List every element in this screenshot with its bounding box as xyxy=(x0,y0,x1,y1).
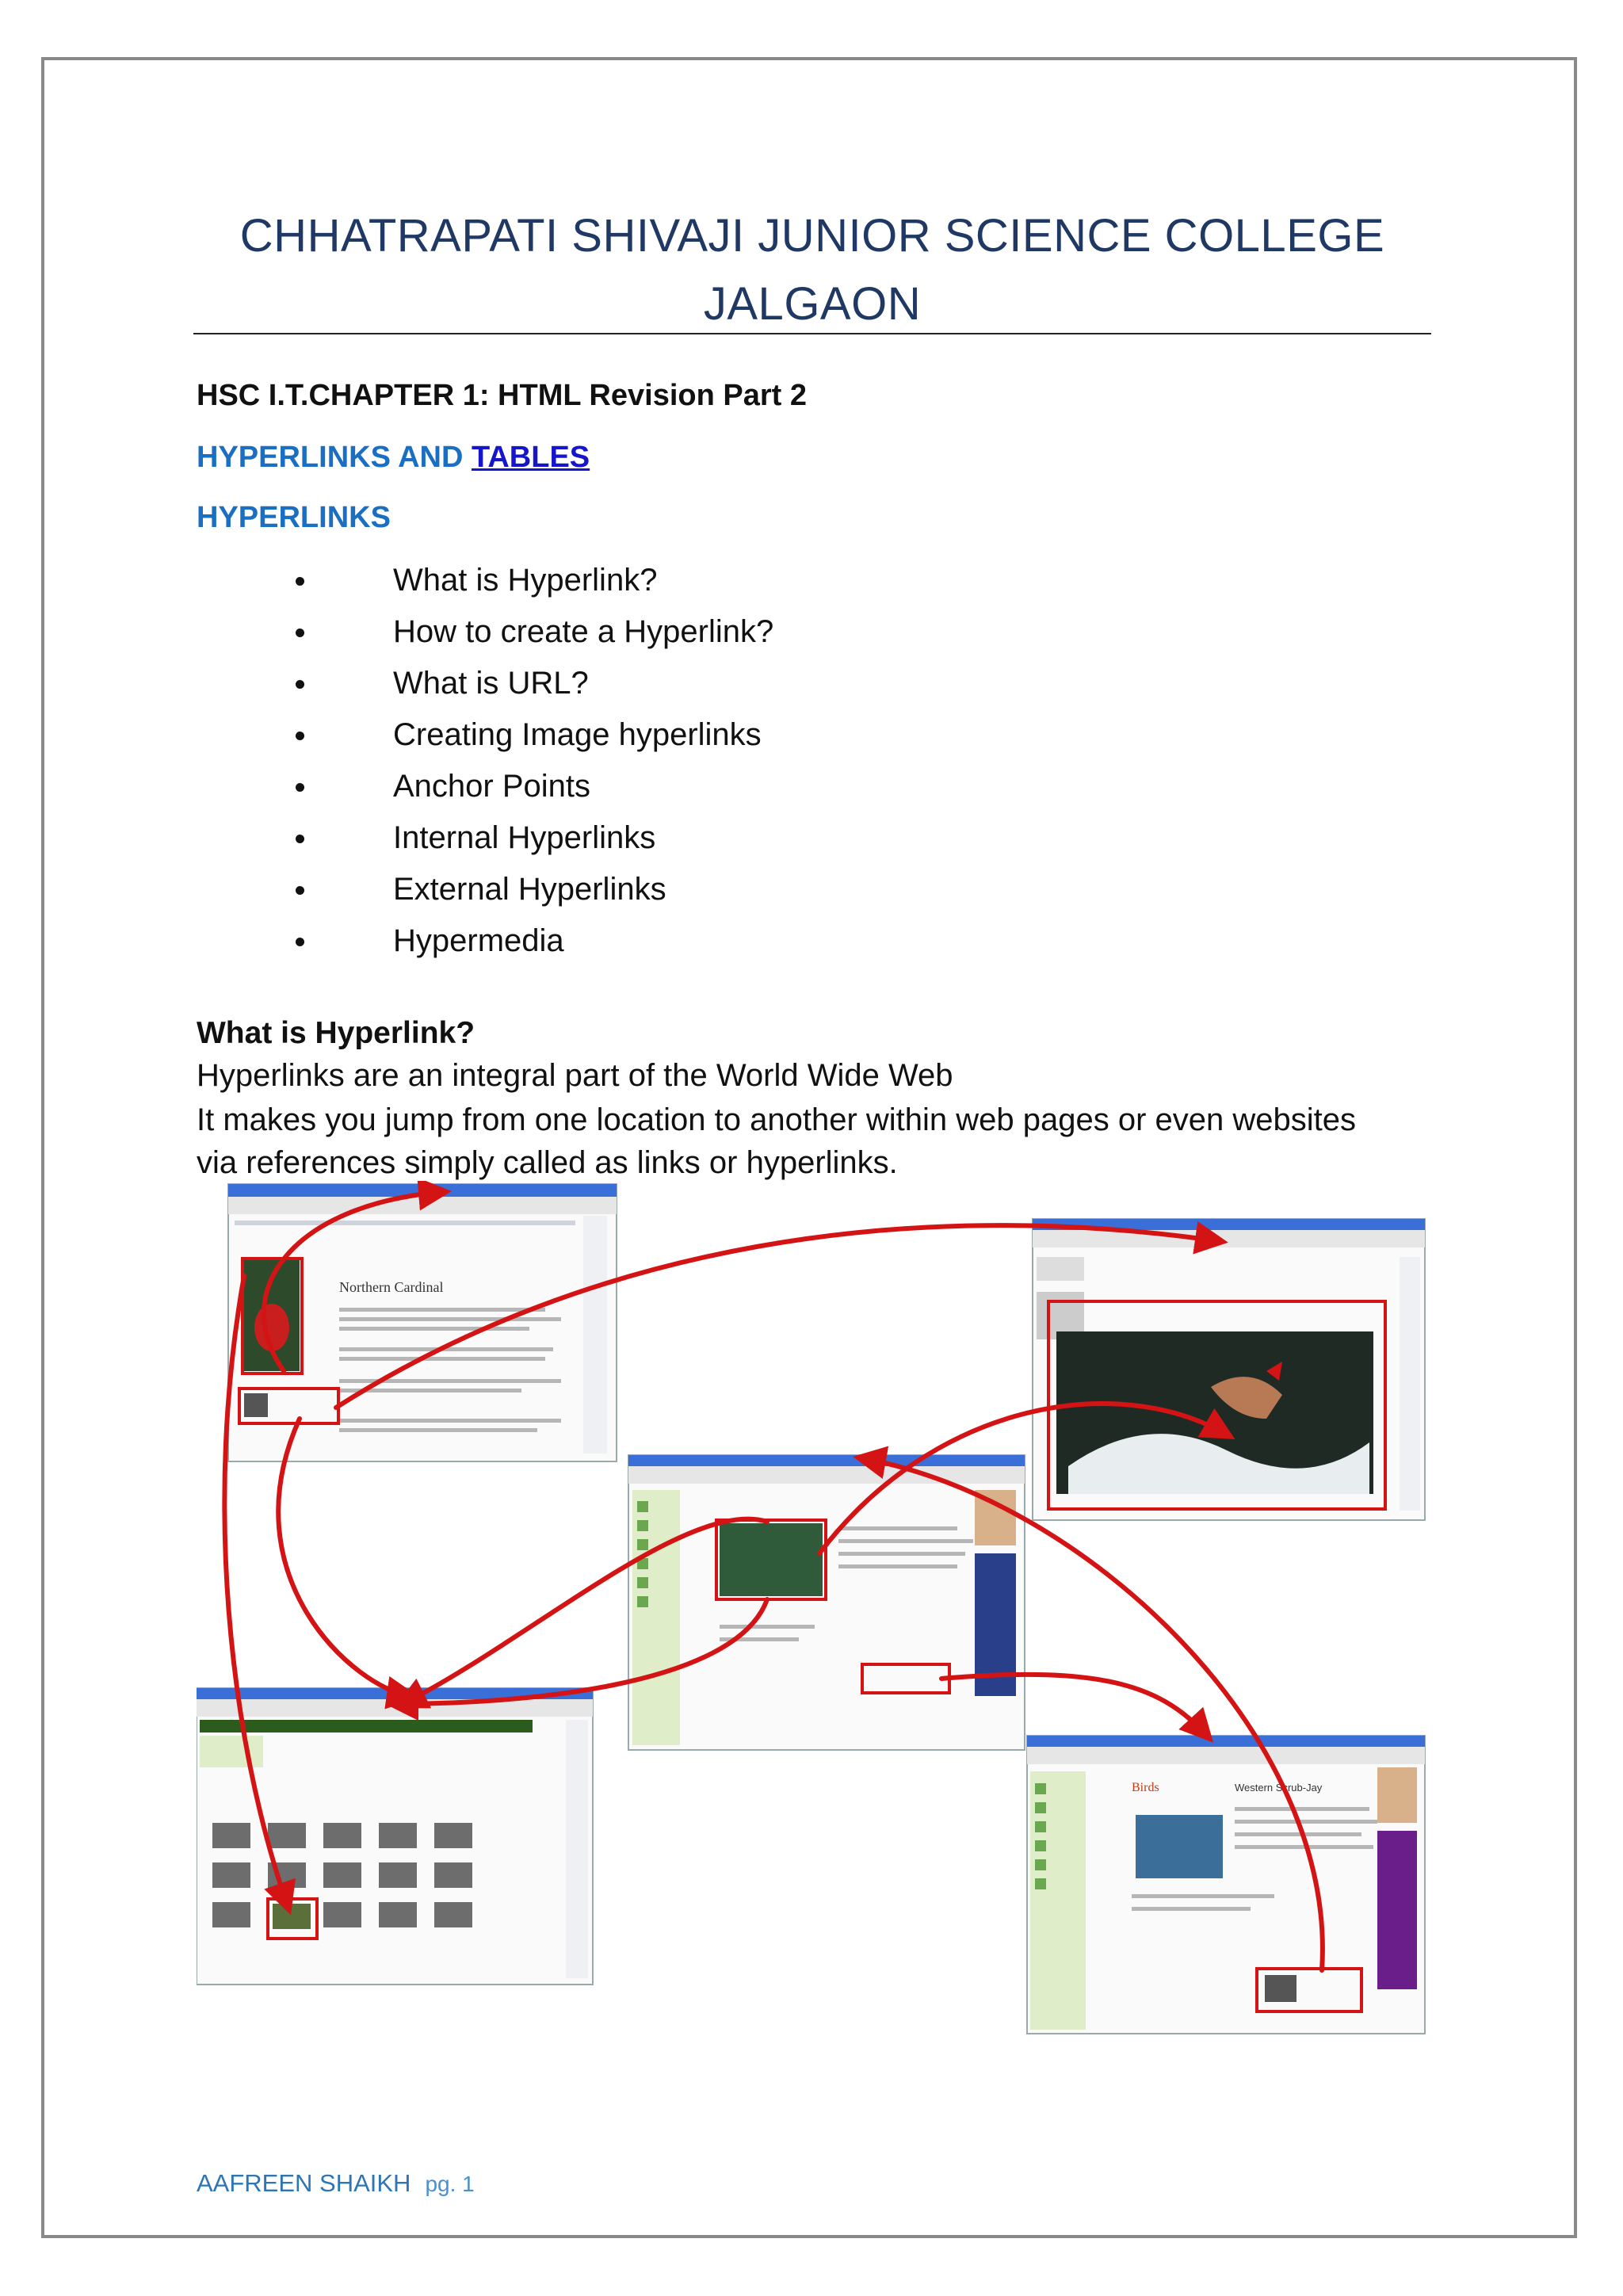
list-item xyxy=(197,709,773,761)
topic-label: Anchor Points xyxy=(393,769,591,804)
college-title-line2: JALGAON xyxy=(703,278,922,330)
college-title xyxy=(190,202,1434,338)
browser-window-top-left xyxy=(228,1184,617,1461)
page-number: pg. 1 xyxy=(425,2172,475,2196)
bullet-icon xyxy=(296,577,304,586)
hyperlink-diagram xyxy=(197,1181,1429,2037)
list-item xyxy=(197,812,773,864)
bullet-icon xyxy=(296,732,304,740)
list-item xyxy=(197,761,773,812)
bullet-icon xyxy=(296,886,304,895)
footer-author: AAFREEN SHAIKH xyxy=(197,2169,411,2197)
bird-page-title-2: Western Scrub-Jay xyxy=(1235,1782,1323,1794)
definition-line: It makes you jump from one location to another within web pages or even websites xyxy=(197,1102,1357,1137)
definition-line: via references simply called as links or hyperlinks. xyxy=(197,1145,898,1180)
college-title-line1: CHHATRAPATI SHIVAJI JUNIOR SCIENCE COLLEGE xyxy=(239,210,1385,262)
bullet-icon xyxy=(296,835,304,843)
browser-window-top-right xyxy=(1033,1219,1425,1520)
topic-label: What is Hyperlink? xyxy=(393,563,658,598)
list-item xyxy=(197,606,773,658)
browser-window-bottom-left xyxy=(197,1688,593,1985)
birds-heading: Birds xyxy=(1132,1781,1159,1794)
topic-list xyxy=(197,555,773,967)
list-item xyxy=(197,658,773,709)
browser-window-center xyxy=(628,1455,1025,1750)
topic-label: What is URL? xyxy=(393,666,589,701)
topic-label: Creating Image hyperlinks xyxy=(393,717,762,752)
topic-label: Hypermedia xyxy=(393,923,564,958)
bullet-icon xyxy=(296,680,304,689)
page-footer xyxy=(197,2169,475,2198)
browser-window-bottom-right xyxy=(1027,1736,1425,2034)
definition-heading: What is Hyperlink? xyxy=(197,1016,475,1050)
topic-label: External Hyperlinks xyxy=(393,872,666,907)
subsection-title: HYPERLINKS xyxy=(197,501,391,534)
definition-line: Hyperlinks are an integral part of the World Wide Web xyxy=(197,1058,953,1093)
bullet-icon xyxy=(296,628,304,637)
list-item xyxy=(197,864,773,915)
section-title-prefix: HYPERLINKS AND xyxy=(197,441,472,474)
bullet-icon xyxy=(296,783,304,792)
list-item xyxy=(197,555,773,606)
list-item xyxy=(197,915,773,967)
bird-page-title: Northern Cardinal xyxy=(339,1279,444,1295)
tables-link[interactable]: TABLES xyxy=(471,441,590,474)
topic-label: How to create a Hyperlink? xyxy=(393,614,774,649)
bullet-icon xyxy=(296,938,304,946)
chapter-title: HSC I.T.CHAPTER 1: HTML Revision Part 2 xyxy=(197,379,807,412)
header-rule xyxy=(193,333,1431,334)
topic-label: Internal Hyperlinks xyxy=(393,820,656,855)
section-title xyxy=(197,441,590,475)
